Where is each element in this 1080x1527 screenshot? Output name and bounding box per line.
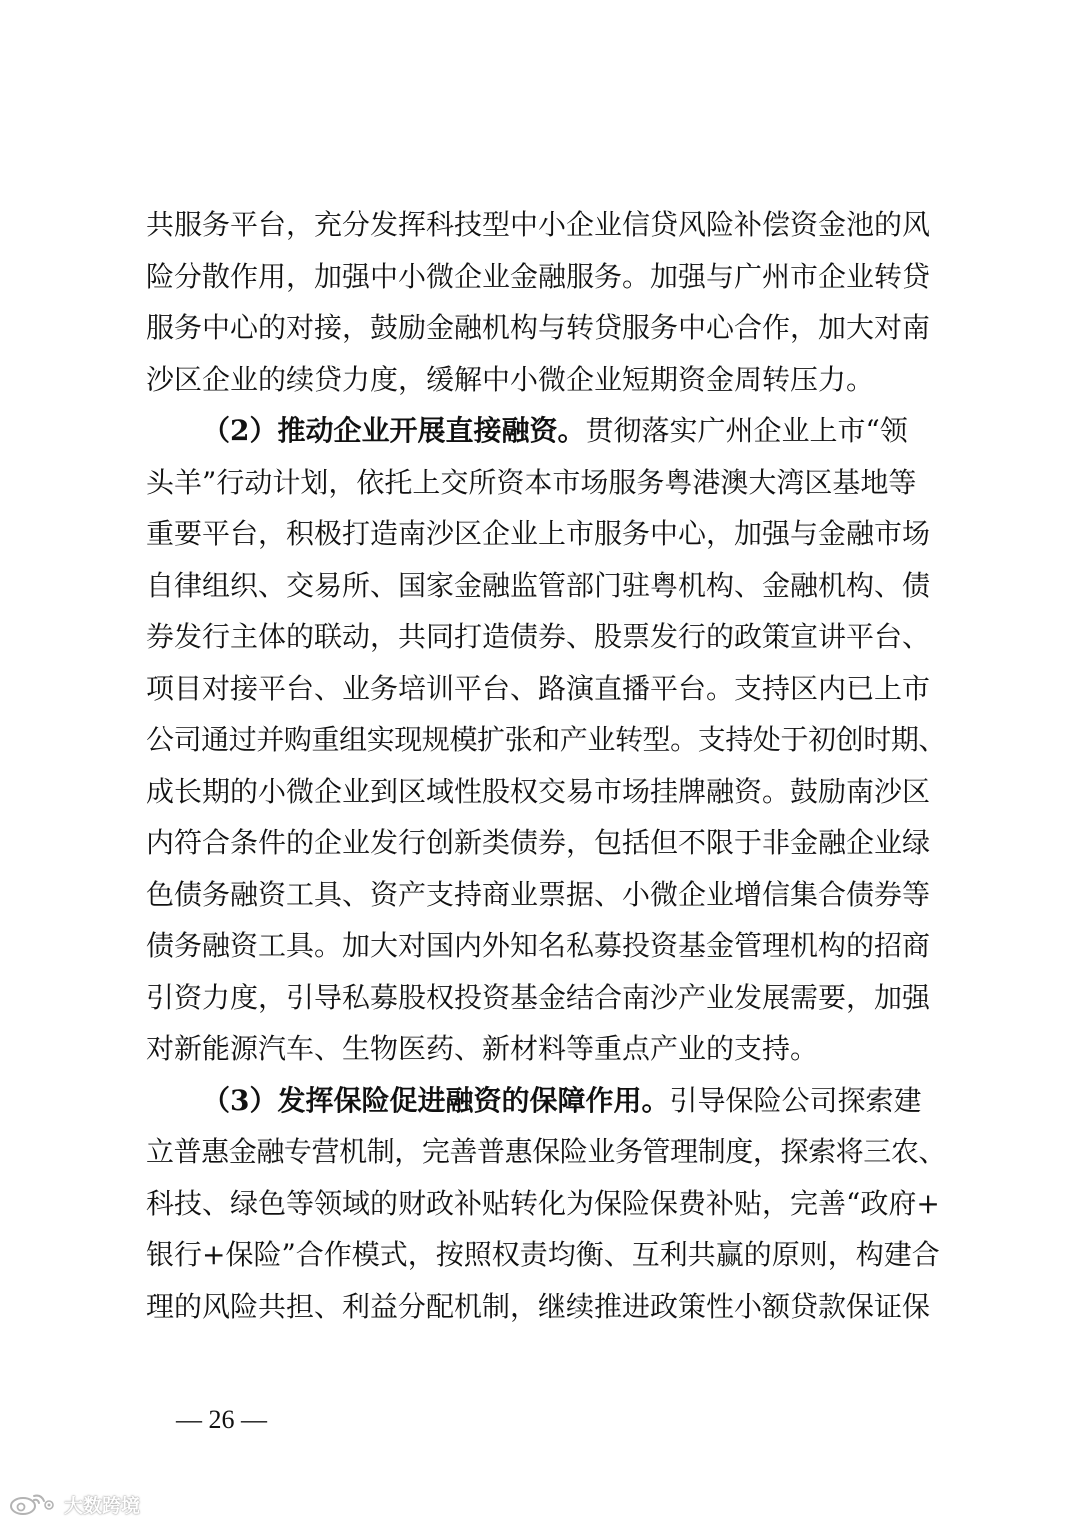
line-text: 银行+保险”合作模式，按照权责均衡、互利共赢的原则，构建合 [146, 1238, 940, 1271]
text-line [146, 251, 946, 303]
text-line [146, 611, 946, 663]
line-text: 色债务融资工具、资产支持商业票据、小微企业增信集合债券等 [146, 877, 931, 911]
section-2-first-line [146, 405, 946, 457]
line-text: 服务中心的对接，鼓励金融机构与转贷服务中心合作，加大对南 [146, 311, 931, 344]
line-text: 重要平台，积极打造南沙区企业上市服务中心，加强与金融市场 [146, 517, 931, 550]
text-line [146, 663, 946, 715]
line-text: 理的风险共担、利益分配机制，继续推进政策性小额贷款保证保 [146, 1289, 931, 1323]
line-text: 共服务平台，充分发挥科技型中小企业信贷风险补偿资金池的风 [146, 208, 931, 241]
text-line [146, 1126, 946, 1178]
page-number: — 26 — [176, 1405, 267, 1434]
line-text: 债务融资工具。加大对国内外知名私募投资基金管理机构的招商 [146, 929, 931, 962]
section-3-first-line [146, 1075, 946, 1127]
line-text: 立普惠金融专营机制，完善普惠保险业务管理制度，探索将三农、 [146, 1135, 946, 1168]
line-text: 头羊”行动计划，依托上交所资本市场服务粤港澳大湾区基地等 [146, 465, 917, 499]
weibo-logo-icon [8, 1491, 58, 1517]
watermark-text: 大数跨境 [64, 1494, 141, 1517]
text-line [146, 869, 946, 921]
line-text: 自律组织、交易所、国家金融监管部门驻粤机构、金融机构、债 [146, 568, 931, 602]
text-line [146, 560, 946, 612]
line-text: 对新能源汽车、生物医药、新材料等重点产业的支持。 [146, 1032, 819, 1065]
text-line [146, 508, 946, 560]
line-text: 科技、绿色等领域的财政补贴转化为保险保费补贴，完善“政府+ [146, 1186, 940, 1220]
text-line [146, 302, 946, 354]
line-text: 项目对接平台、业务培训平台、路演直播平台。支持区内已上市 [146, 671, 931, 705]
line-text: 公司通过并购重组实现规模扩张和产业转型。支持处于初创时期、 [146, 723, 946, 756]
text-line [146, 457, 946, 509]
line-text: 险分散作用，加强中小微企业金融服务。加强与广州市企业转贷 [146, 259, 931, 293]
text-line [146, 714, 946, 766]
section-2-heading: （2）推动企业开展直接融资。 [202, 414, 586, 447]
line-text: 引资力度，引导私募股权投资基金结合南沙产业发展需要，加强 [146, 980, 931, 1014]
text-line [146, 1023, 946, 1075]
text-line [146, 354, 946, 406]
text-line [146, 1281, 946, 1333]
text-line [146, 817, 946, 869]
text-line [146, 972, 946, 1024]
text-line [146, 199, 946, 251]
line-text: 沙区企业的续贷力度，缓解中小微企业短期资金周转压力。 [146, 362, 875, 396]
section-3-heading: （3）发挥保险促进融资的保障作用。 [202, 1083, 670, 1117]
line-text: 券发行主体的联动，共同打造债券、股票发行的政策宣讲平台、 [146, 620, 931, 653]
line-text: 内符合条件的企业发行创新类债券，包括但不限于非金融企业绿 [146, 826, 931, 859]
text-line [146, 1178, 946, 1230]
body-text [146, 199, 946, 1332]
text-line [146, 1229, 946, 1281]
line-text: 成长期的小微企业到区域性股权交易市场挂牌融资。鼓励南沙区 [146, 774, 931, 808]
line-text: 引导保险公司探索建 [669, 1083, 922, 1117]
watermark [8, 1488, 140, 1520]
line-text: 贯彻落实广州企业上市“领 [585, 414, 908, 447]
text-line [146, 920, 946, 972]
text-line [146, 766, 946, 818]
